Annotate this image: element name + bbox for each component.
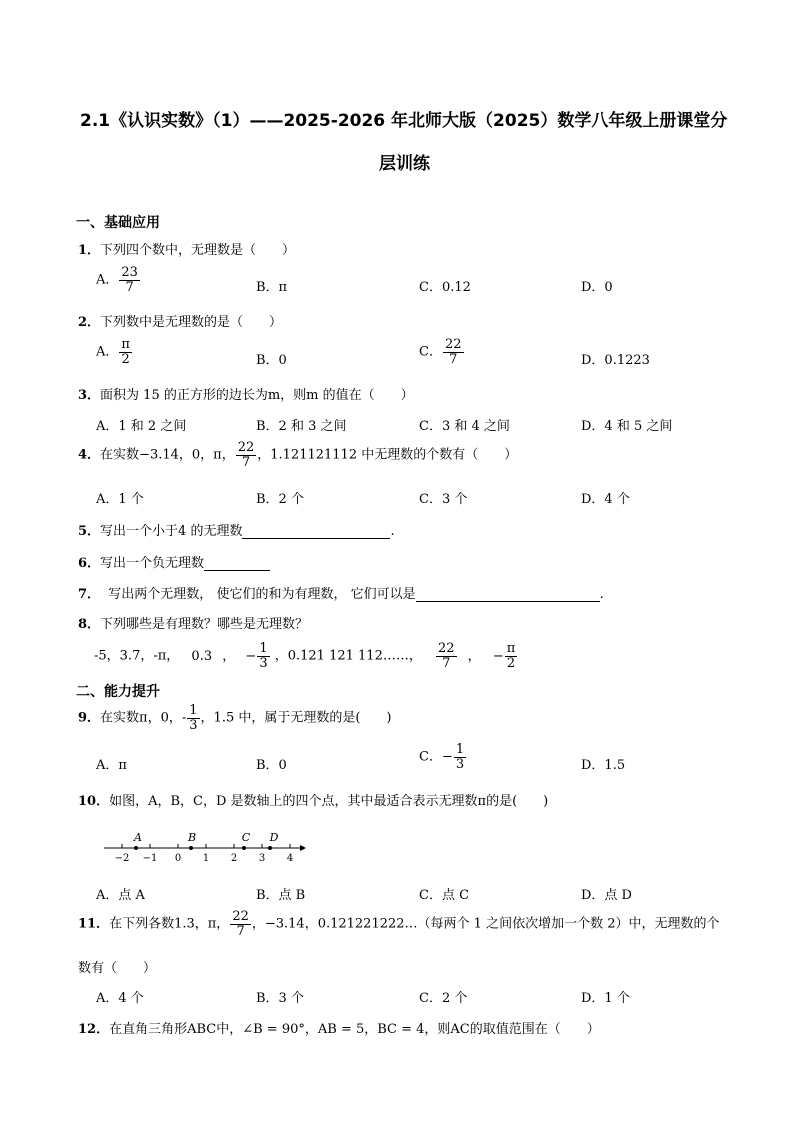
option-b: B．π [256, 280, 288, 295]
tick-label: −2 [114, 853, 130, 864]
option-c: C．点 C [419, 888, 470, 903]
question-text: 写出两个无理数， 使它们的和为有理数， 它们可以是 [100, 587, 416, 602]
question-11: 11．在下列各数1.3，π， $\frac{22}{7}$ ，−3.14，0.121221222…（每两个 1 之间依次增加一个数 2）中，无理数的个 [78, 909, 720, 939]
answer-blank[interactable] [204, 557, 270, 571]
fraction: $\frac{1}{3}$ [259, 641, 268, 671]
option-b: B．3 个 [256, 991, 304, 1006]
answer-blank[interactable] [242, 525, 390, 539]
option-d: D．点 D [581, 888, 632, 903]
option-b: B．点 B [256, 888, 306, 903]
option-b: B．2 和 3 之间 [256, 419, 347, 434]
answer-blank[interactable] [416, 588, 600, 602]
option-b: B．2 个 [256, 492, 304, 507]
option-d: D．4 个 [581, 492, 630, 507]
fraction: $\frac{22}{7}$ [232, 909, 249, 939]
fraction: $\frac{\pi}{2}$ [506, 641, 516, 671]
fraction: $\frac{22}{7}$ [437, 641, 455, 671]
question-text: 写出一个小于4 的无理数 [100, 524, 243, 539]
question-10 [78, 790, 548, 809]
axis-ticks [122, 844, 290, 848]
question-number: 2． [78, 315, 101, 330]
question-number: 4． [78, 447, 101, 463]
option-c: C． $\frac{22}{7}$ [419, 337, 462, 367]
question-number: 1． [78, 243, 101, 258]
fraction: $\frac{1}{3}$ [455, 742, 465, 772]
option-a: A． $\frac{\pi}{2}$ [96, 337, 130, 367]
question-number: 12． [78, 1022, 110, 1037]
point-label: C [241, 831, 251, 844]
question-text: 面积为 15 的正方形的边长为m，则m 的值在（ ） [100, 388, 414, 403]
page-title-line1: 2.1《认识实数》（1）——2025-2026 年北师大版（2025）数学八年级上册课堂分 [80, 111, 728, 131]
number-line-figure [102, 828, 312, 868]
option-b: B．0 [256, 758, 287, 773]
question-number: 5． [78, 524, 101, 539]
fraction: $\frac{23}{7}$ [121, 265, 138, 295]
option-a: A．1 和 2 之间 [96, 419, 187, 434]
fraction: $\frac{22}{7}$ [237, 440, 255, 470]
question-4: 4．在实数−3.14，0，π， $\frac{22}{7}$ ，1.121121112 中无理数的个数有（ ） [78, 440, 518, 470]
fraction: $\frac{1}{3}$ [189, 703, 198, 733]
question-text: 下列数中是无理数的是（ ） [100, 315, 283, 330]
point-label: B [187, 831, 197, 844]
option-a: A．4 个 [96, 991, 144, 1006]
question-number: 11． [78, 916, 110, 932]
question-number: 9． [78, 710, 101, 726]
option-a: A． $\frac{23}{7}$ [96, 265, 138, 295]
option-c: C．3 和 4 之间 [419, 419, 510, 434]
option-a: A．π [96, 758, 127, 773]
question-7: 7． 写出两个无理数， 使它们的和为有理数， 它们可以是 . [78, 587, 604, 602]
question-1 [78, 239, 295, 258]
question-3 [78, 384, 414, 403]
tick-label: −1 [142, 853, 158, 864]
point-a [134, 846, 138, 850]
tick-label: 3 [258, 853, 266, 864]
option-a: A．1 个 [96, 492, 144, 507]
point-label: A [134, 831, 142, 844]
option-d: D．0 [581, 280, 613, 295]
question-text: 下列四个数中，无理数是（ ） [100, 243, 296, 258]
option-c: C．2 个 [419, 991, 468, 1006]
question-5: 5．写出一个小于4 的无理数 . [78, 524, 395, 539]
fraction: $\frac{22}{7}$ [444, 337, 462, 367]
option-a: A．点 A [96, 888, 145, 903]
question-number: 3． [78, 388, 101, 403]
question-number: 10． [78, 794, 110, 809]
question-text: 写出一个负无理数 [100, 556, 205, 571]
option-d: D．1.5 [581, 758, 626, 773]
number-list: -5，3.7，-π， 0.3 ， − $\frac{1}{3}$ ，0.121 121 112……， $\frac{22}{7}$ ， − $\frac{\pi}{2}$ [94, 641, 516, 671]
option-c: C．− $\frac{1}{3}$ [419, 742, 465, 772]
section-heading-advanced: 二、能力提升 [76, 684, 160, 700]
question-number: 7． [78, 587, 101, 602]
point-d [268, 846, 272, 850]
tick-label: 0 [174, 853, 182, 864]
question-11-line2: 数有（ ） [78, 961, 157, 976]
section-heading-basic: 一、基础应用 [76, 215, 160, 231]
tick-label: 4 [286, 853, 294, 864]
point-label: D [269, 831, 279, 844]
question-text: 在直角三角形ABC中，∠B = 90°，AB = 5，BC = 4，则AC的取值范围在（ ） [109, 1022, 600, 1037]
option-d: D．1 个 [581, 991, 630, 1006]
question-12 [78, 1018, 600, 1037]
fraction: $\frac{\pi}{2}$ [121, 337, 130, 367]
option-d: D．0.1223 [581, 353, 650, 368]
tick-label: 1 [202, 853, 210, 864]
question-number: 6． [78, 556, 101, 571]
question-2 [78, 311, 282, 330]
question-8 [78, 613, 308, 632]
question-text: 如图，A，B，C，D 是数轴上的四个点，其中最适合表示无理数π的是( ) [109, 794, 549, 809]
point-c [242, 846, 246, 850]
question-6 [78, 552, 270, 571]
question-text: 下列哪些是有理数？哪些是无理数？ [100, 617, 309, 632]
point-b [189, 846, 193, 850]
tick-label: 2 [230, 853, 238, 864]
option-c: C．0.12 [419, 280, 471, 295]
question-number: 8． [78, 617, 101, 632]
page-title-line2: 层训练 [379, 154, 430, 174]
option-c: C．3 个 [419, 492, 468, 507]
option-b: B．0 [256, 353, 287, 368]
option-d: D．4 和 5 之间 [581, 419, 673, 434]
question-9: 9．在实数π，0，- $\frac{1}{3}$ ，1.5 中，属于无理数的是( ) [78, 703, 392, 733]
